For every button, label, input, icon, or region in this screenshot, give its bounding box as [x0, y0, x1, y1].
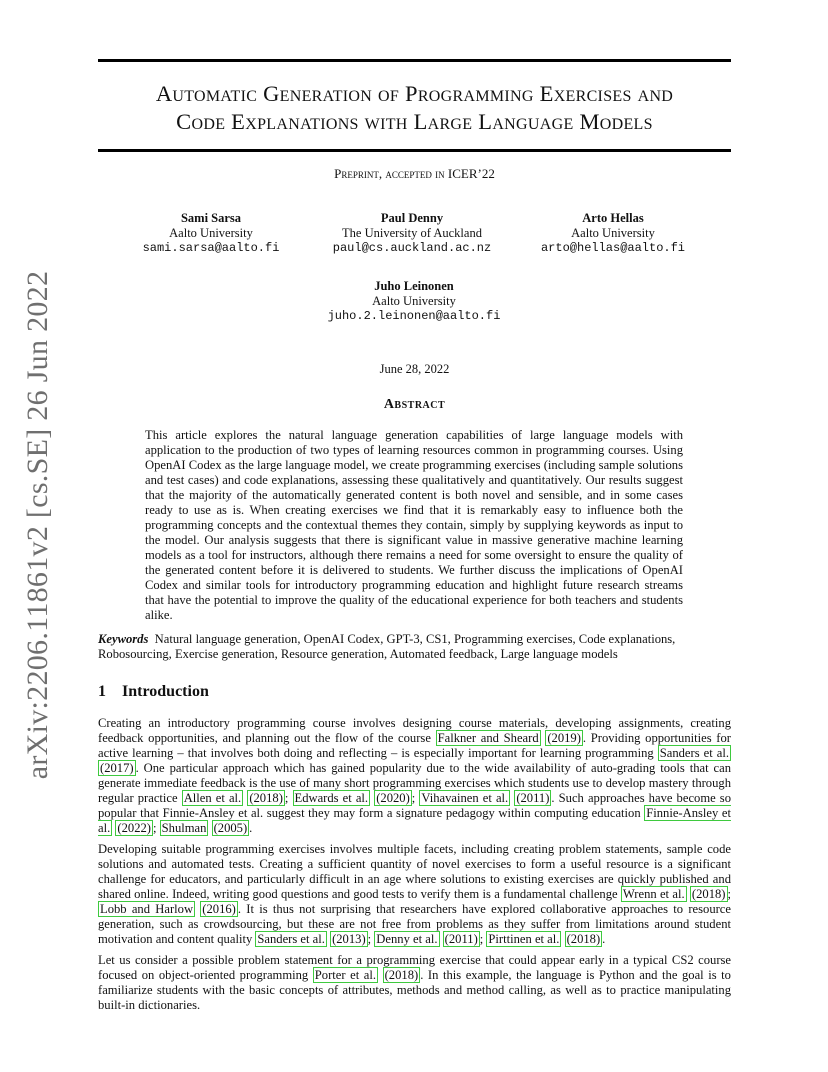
abstract-heading: Abstract — [383, 397, 446, 412]
citation-link[interactable]: (2005) — [213, 821, 248, 835]
citation-link[interactable]: (2018) — [566, 932, 601, 946]
author-email[interactable]: sami.sarsa@aalto.fi — [142, 241, 280, 255]
paper-title — [98, 80, 731, 136]
text-run: . Providing opportunities for active learning – that involves both doing and reflecting – is especially important for learning programming — [98, 731, 731, 760]
citation-link[interactable]: (2017) — [100, 761, 134, 775]
citation-link[interactable]: (2019) — [547, 731, 581, 745]
author-name: Arto Hellas — [582, 211, 644, 225]
text-run: Creating an introductory programming course involves designing course materials, developing assignments, creating feedback opportunities, and planning out the flow of the course — [98, 716, 731, 745]
citation-link[interactable]: (2011) — [444, 932, 478, 946]
author-affiliation: Aalto University — [372, 294, 456, 308]
text-run: ; — [152, 821, 160, 835]
title-bottom-rule — [98, 149, 731, 152]
citation-link[interactable]: (2018) — [249, 791, 283, 805]
paragraph — [98, 842, 731, 947]
text-run: ; — [367, 932, 375, 946]
preprint-note: Preprint, accepted in ICER’22 — [334, 166, 495, 181]
author-affiliation: Aalto University — [571, 226, 655, 240]
abstract-text: This article explores the natural language generation capabilities of large language models with application to the production of two types of learning resources common in programming courses. Using OpenAI Codex as the large language model, we create programming exercises (including sample solutions and test cases) and code explanations, assessing these qualitatively and quantitatively. Our results suggest that the majority of the automatically generated content is both novel and sensible, and in some cases ready to use as is. When creating exercises we find that it is remarkably easy to influence both the programming concepts and the contextual themes they contain, simply by supplying keywords as input to the model. Our analysis suggests that there is significant value in massive generative machine learning models as a tool for instructors, although there remains a need for some oversight to ensure the quality of the generated content before it is delivered to students. We further discuss the implications of OpenAI Codex and similar tools for introductory programming education and highlight future research streams that have the potential to improve the quality of the educational experience for both teachers and students alike. — [145, 428, 683, 622]
title-line-2: Code Explanations with Large Language Models — [176, 109, 653, 134]
citation-link[interactable]: Shulman — [161, 821, 207, 835]
citation-link[interactable]: Finnie-Ansley et al. — [98, 806, 732, 835]
citation-link[interactable]: Porter et al. — [314, 968, 377, 982]
text-run: Developing suitable programming exercises involves multiple facets, including creating problem statements, sample code solutions and automated tests. Creating a sufficient quantity of novel exercises to form a useful resource is a significant challenge for educators, and particularly difficult in an age where solutions to existing exercises are quickly published and shared online. Indeed, writing good questions and good tests to verify them is a fundamental challenge — [98, 842, 731, 901]
author-block-leinonen — [314, 279, 514, 324]
author-email[interactable]: juho.2.leinonen@aalto.fi — [327, 309, 501, 323]
author-block-sarsa — [111, 211, 311, 256]
keywords-label: Keywords — [98, 632, 149, 646]
citation-link[interactable]: Allen et al. — [183, 791, 242, 805]
text-run: . — [249, 821, 253, 835]
author-affiliation: The University of Auckland — [342, 226, 482, 240]
author-block-denny — [312, 211, 512, 256]
author-affiliation: Aalto University — [169, 226, 253, 240]
section-number: 1 — [98, 683, 106, 700]
citation-link[interactable]: (2020) — [376, 791, 410, 805]
section-title: Introduction — [122, 683, 209, 700]
paragraph — [98, 953, 731, 1013]
introduction-body — [98, 716, 731, 1019]
citation-link[interactable]: Edwards et al. — [294, 791, 369, 805]
author-email[interactable]: arto@hellas@aalto.fi — [540, 241, 686, 255]
citation-link[interactable]: Falkner and Sheard — [437, 731, 539, 745]
title-top-rule — [98, 59, 731, 62]
author-name: Sami Sarsa — [180, 211, 242, 225]
text-run: . Such approaches have become so popular that Finnie-Ansley et al. suggest they may form a signature pedagogy within computing education — [98, 791, 732, 820]
arxiv-identifier — [18, 270, 58, 780]
citation-link[interactable]: Wrenn et al. — [622, 887, 685, 901]
text-run: . — [602, 932, 606, 946]
text-run: ; — [284, 791, 293, 805]
text-run: ; — [411, 791, 420, 805]
text-run: ; — [727, 887, 731, 901]
citation-link[interactable]: (2018) — [384, 968, 419, 982]
arxiv-identifier-text: arXiv:2206.11861v2 [cs.SE] 26 Jun 2022 — [21, 270, 54, 780]
author-block-hellas — [513, 211, 713, 256]
citation-link[interactable]: Vihavainen et al. — [421, 791, 509, 805]
author-name: Paul Denny — [380, 211, 444, 225]
citation-link[interactable]: Sanders et al. — [257, 932, 325, 946]
text-run: . In this example, the language is Python and the goal is to familiarize students with the basic concepts of attributes, methods and method calling, as well as to practice manipulating built-in dictionaries. — [98, 968, 731, 1012]
text-run: . It is thus not surprising that researchers have explored collaborative approaches to resource generation, such as crowdsourcing, but these are not free from problems as they suffer from limitations around student motivation and content quality — [98, 902, 731, 946]
citation-link[interactable]: Pirttinen et al. — [488, 932, 560, 946]
title-line-1: Automatic Generation of Programming Exercises and — [155, 81, 674, 106]
citation-link[interactable]: (2022) — [117, 821, 151, 835]
citation-link[interactable]: Sanders et al. — [659, 746, 729, 760]
citation-link[interactable]: (2011) — [516, 791, 550, 805]
citation-link[interactable]: (2013) — [332, 932, 366, 946]
author-email[interactable]: paul@cs.auckland.ac.nz — [332, 241, 492, 255]
author-name: Juho Leinonen — [374, 279, 454, 293]
section-heading-introduction — [98, 683, 731, 701]
text-run: ; — [479, 932, 487, 946]
citation-link[interactable]: (2016) — [202, 902, 236, 916]
text-run — [378, 968, 383, 982]
citation-link[interactable]: (2018) — [691, 887, 726, 901]
keywords-text: Natural language generation, OpenAI Codex, GPT-3, CS1, Programming exercises, Code explanations, Robosourcing, Exercise generation, Resource generation, Automated feedback, Large language models — [98, 632, 676, 661]
text-run: . One particular approach which has gained popularity due to the wide availability of auto-grading tools that can generate immediate feedback is the use of many short programming exercises which students use to develop mastery through regular practice — [98, 761, 731, 805]
paragraph — [98, 716, 731, 836]
citation-link[interactable]: Denny et al. — [376, 932, 438, 946]
publication-date: June 28, 2022 — [379, 362, 450, 376]
citation-link[interactable]: Lobb and Harlow — [100, 902, 194, 916]
text-run: Let us consider a possible problem statement for a programming exercise that could appear early in a typical CS2 course focused on object-oriented programming — [98, 953, 731, 982]
keywords — [98, 632, 731, 662]
